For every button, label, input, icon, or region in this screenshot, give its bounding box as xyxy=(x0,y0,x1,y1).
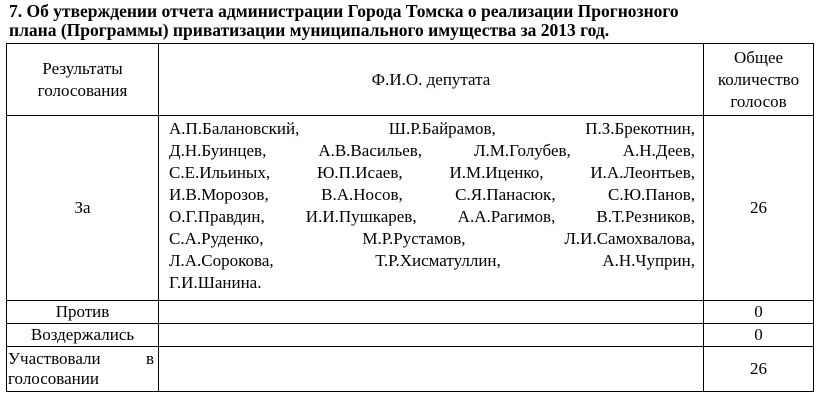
row-label-participated-line-2: голосовании xyxy=(8,369,99,388)
table-header-row xyxy=(7,44,814,116)
deputies-line: Л.А.Сорокова, Т.Р.Хисматуллин, А.Н.Чуприн, xyxy=(169,251,695,270)
row-label-against: Против xyxy=(7,301,159,324)
deputies-line: И.В.Морозов, В.А.Носов, С.Я.Панасюк, С.Ю.Панов, xyxy=(169,185,695,204)
deputies-line: С.А.Руденко, М.Р.Рустамов, Л.И.Самохвалова, xyxy=(169,229,695,248)
deputies-line: А.П.Балановский, Ш.Р.Байрамов, П.З.Брекотнин, xyxy=(169,119,695,138)
deputies-line: Д.Н.Буинцев, А.В.Васильев, Л.М.Голубев, А.Н.Деев, xyxy=(169,141,695,160)
table-row-participated xyxy=(7,347,814,392)
deputies-line: Г.И.Шанина. xyxy=(169,273,262,292)
header-voting-results: Результаты голосования xyxy=(7,44,159,116)
row-label-for: За xyxy=(7,116,159,301)
row-label-participated-line-1: Участвовали в xyxy=(8,349,154,368)
deputies-line: С.Е.Ильиных, Ю.П.Исаев, И.М.Иценко, И.А.Леонтьев, xyxy=(169,163,695,182)
row-label-abstained: Воздержались xyxy=(7,324,159,347)
table-row-abstained xyxy=(7,324,814,347)
deputies-list-for xyxy=(159,116,704,301)
count-for: 26 xyxy=(704,116,814,301)
deputies-line: О.Г.Правдин, И.И.Пушкарев, А.А.Рагимов, В.Т.Резников, xyxy=(169,207,695,226)
count-against: 0 xyxy=(704,301,814,324)
table-row-against xyxy=(7,301,814,324)
heading-line-2: плана (Программы) приватизации муниципального имущества за 2013 год. xyxy=(9,20,610,40)
voting-results-table xyxy=(6,43,814,392)
header-total-votes: Общее количество голосов xyxy=(704,44,814,116)
deputies-list-abstained xyxy=(159,324,704,347)
table-row-for xyxy=(7,116,814,301)
count-abstained: 0 xyxy=(704,324,814,347)
row-label-participated xyxy=(7,347,159,392)
deputies-list-against xyxy=(159,301,704,324)
header-deputy-name: Ф.И.О. депутата xyxy=(159,44,704,116)
agenda-item-heading xyxy=(9,2,819,40)
count-participated: 26 xyxy=(704,347,814,392)
heading-line-1: 7. Об утверждении отчета администрации Города Томска о реализации Прогнозного xyxy=(9,1,679,21)
deputies-list-participated xyxy=(159,347,704,392)
